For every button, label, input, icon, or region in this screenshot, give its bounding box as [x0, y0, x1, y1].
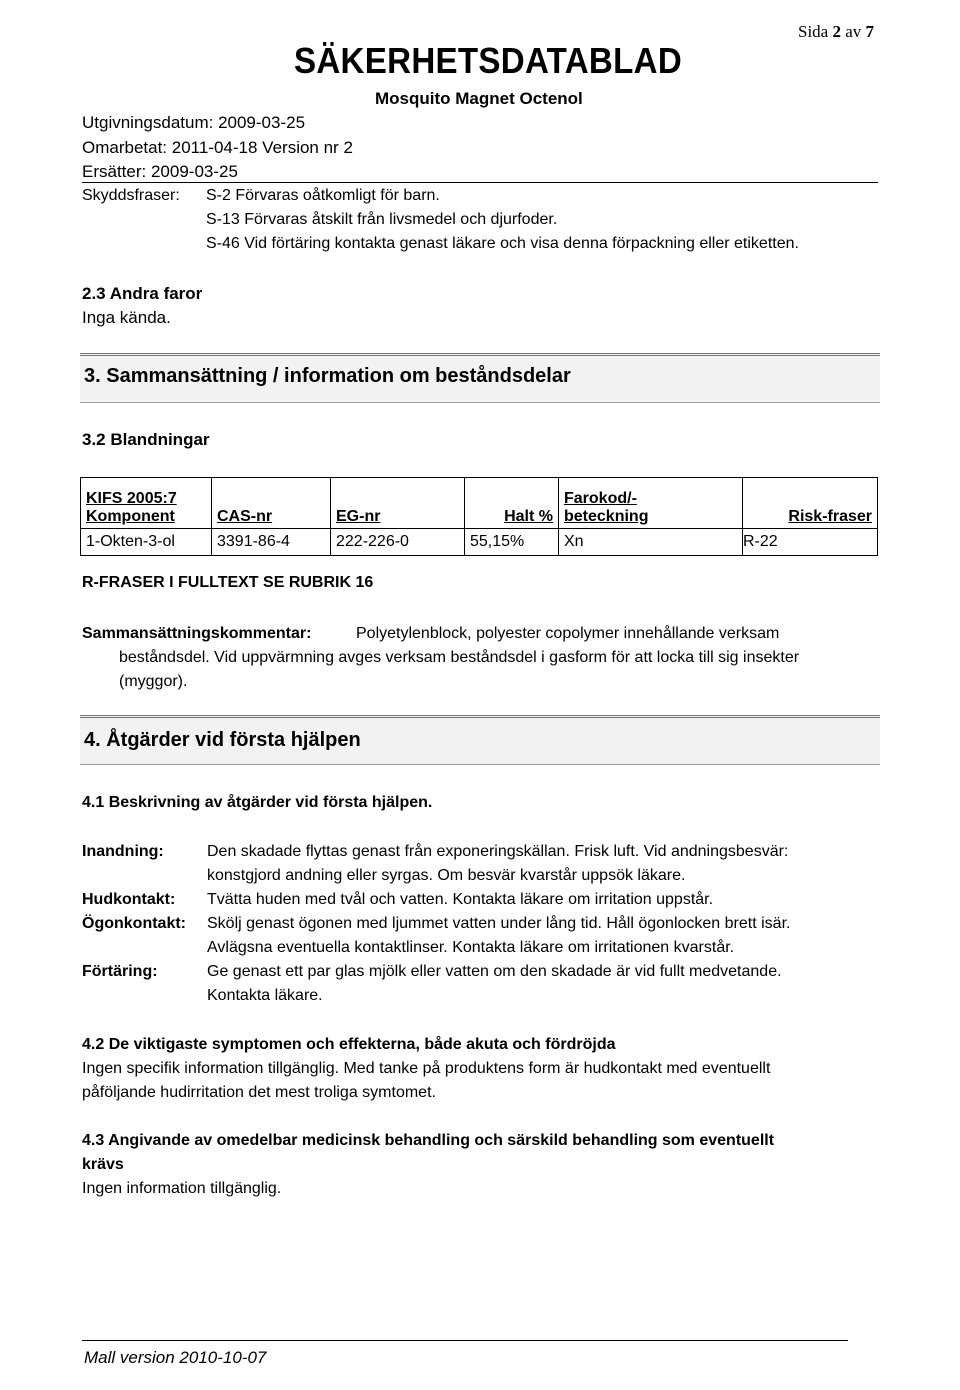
table-header: Halt %: [465, 478, 559, 529]
section-title: 3. Sammansättning / information om beståndsdelar: [84, 365, 571, 387]
first-aid-label: Hudkontakt:: [82, 891, 176, 908]
first-aid-text: Den skadade flyttas genast från exponeringskällan. Frisk luft. Vid andningsbesvär:: [207, 843, 789, 860]
components-table: [80, 477, 878, 556]
table-header-row: [81, 478, 878, 529]
table-header: Risk-fraser: [743, 478, 878, 529]
safety-label: Skyddsfraser:: [82, 187, 180, 204]
table-header: CAS-nr: [212, 478, 331, 529]
product-name: Mosquito Magnet Octenol: [375, 89, 583, 108]
table-header: KIFS 2005:7 Komponent: [81, 478, 212, 529]
page-separator: av: [845, 22, 862, 41]
page-current: 2: [832, 22, 841, 41]
section-heading: 2.3 Andra faror: [82, 284, 203, 303]
first-aid-text: Ge genast ett par glas mjölk eller vatten om den skadade är vid fullt medvetande.: [207, 963, 782, 980]
safety-phrase: S-2 Förvaras oåtkomligt för barn.: [206, 187, 440, 204]
body-line: Ingen information tillgänglig.: [82, 1180, 282, 1197]
table-header: EG-nr: [331, 478, 465, 529]
first-aid-text: Kontakta läkare.: [207, 987, 323, 1004]
section-text: Inga kända.: [82, 308, 171, 327]
body-line: Ingen specifik information tillgänglig. Med tanke på produktens form är hudkontakt med eventuellt: [82, 1060, 771, 1077]
first-aid-text: konstgjord andning eller syrgas. Om besvär kvarstår uppsök läkare.: [207, 867, 686, 884]
subsection-heading: 4.2 De viktigaste symptomen och effekterna, både akuta och fördröjda: [82, 1036, 616, 1053]
comment-line: (myggor).: [119, 673, 188, 690]
header-rule: [82, 182, 878, 183]
table-cell: 55,15%: [465, 529, 559, 556]
table-cell: Xn: [559, 529, 743, 556]
replaces-date: Ersätter: 2009-03-25: [82, 162, 238, 181]
table-cell: 3391-86-4: [212, 529, 331, 556]
rfraser-note: R-FRASER I FULLTEXT SE RUBRIK 16: [82, 574, 374, 591]
page-number: [798, 22, 874, 42]
first-aid-label: Förtäring:: [82, 963, 158, 980]
first-aid-label: Inandning:: [82, 843, 164, 860]
first-aid-text: Avlägsna eventuella kontaktlinser. Kontakta läkare om irritationen kvarstår.: [207, 939, 735, 956]
first-aid-text: Skölj genast ögonen med ljummet vatten under lång tid. Håll ögonlocken brett isär.: [207, 915, 791, 932]
footer-rule: [82, 1340, 848, 1341]
safety-phrase: S-13 Förvaras åtskilt från livsmedel och djurfoder.: [206, 211, 558, 228]
table-cell: R-22: [743, 529, 878, 556]
issue-date: Utgivningsdatum: 2009-03-25: [82, 113, 306, 132]
comment-line: beståndsdel. Vid uppvärmning avges verksam beståndsdel i gasform för att locka till sig insekter: [119, 649, 800, 666]
template-version: Mall version 2010-10-07: [84, 1348, 267, 1367]
comment-label: Sammansättningskommentar:: [82, 625, 312, 642]
document-title: SÄKERHETSDATABLAD: [294, 40, 683, 81]
comment-line: Polyetylenblock, polyester copolymer innehållande verksam: [356, 625, 780, 642]
body-line: påföljande hudirritation det mest troliga symtomet.: [82, 1084, 436, 1101]
section-4-header: [80, 715, 880, 765]
section-title: 4. Åtgärder vid första hjälpen: [84, 729, 361, 751]
revised-date: Omarbetat: 2011-04-18 Version nr 2: [82, 138, 353, 157]
safety-phrase: S-46 Vid förtäring kontakta genast läkare och visa denna förpackning eller etiketten.: [206, 235, 799, 252]
table-header: Farokod/- beteckning: [559, 478, 743, 529]
first-aid-text: Tvätta huden med tvål och vatten. Kontakta läkare om irritation uppstår.: [207, 891, 714, 908]
subsection-heading: 3.2 Blandningar: [82, 430, 210, 449]
subsection-heading: 4.3 Angivande av omedelbar medicinsk behandling och särskild behandling som eventuellt: [82, 1132, 775, 1149]
first-aid-label: Ögonkontakt:: [82, 915, 186, 932]
page-total: 7: [865, 22, 875, 41]
page-prefix: Sida: [798, 22, 829, 41]
subsection-heading: krävs: [82, 1156, 124, 1173]
subsection-heading: 4.1 Beskrivning av åtgärder vid första hjälpen.: [82, 794, 433, 811]
table-cell: 1-Okten-3-ol: [81, 529, 212, 556]
table-row: [81, 529, 878, 556]
section-3-header: [80, 353, 880, 403]
table-cell: 222-226-0: [331, 529, 465, 556]
